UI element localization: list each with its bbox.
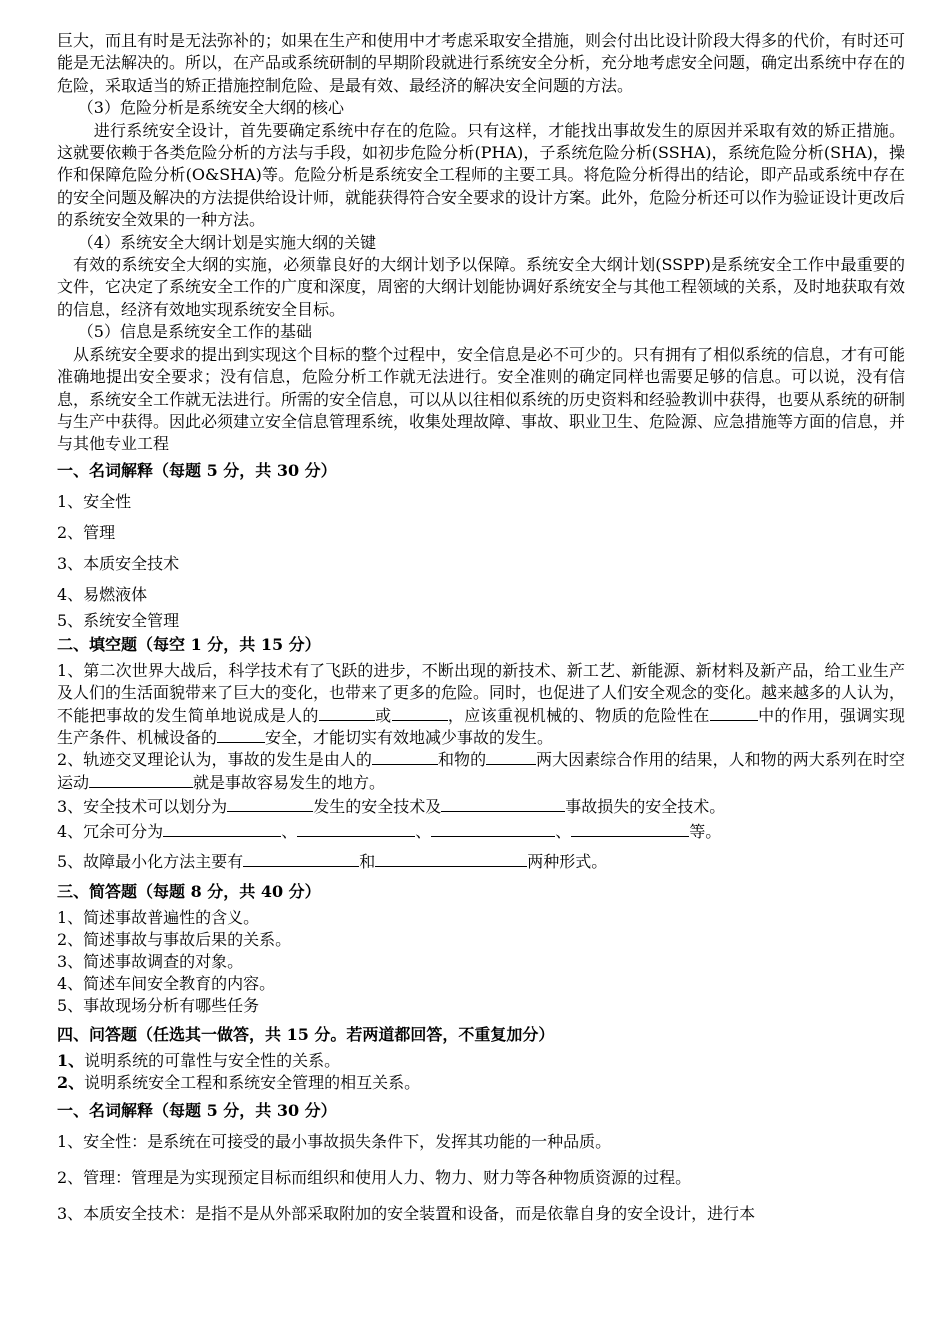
section-4-heading: （4）系统安全大纲计划是实施大纲的关键 bbox=[77, 232, 376, 252]
blank[interactable] bbox=[89, 772, 193, 788]
fill-question-1: 1、第二次世界大战后，科学技术有了飞跃的进步，不断出现的新技术、新工艺、新能源、新材料及新产品，给工业生产及人们的生活面貌带来了巨大的变化，也带来了更多的危险。同时，也促进了人们安全观念的变化。越来越多的人认为，不能把事故的发生简单地说成是人的 或 ，应该重视机械的、物质的危险性在 中的作用，强调实现生产条件、机械设备的 安全，才能切实有效地减少事故的发生。 bbox=[57, 660, 906, 747]
blank[interactable] bbox=[571, 821, 689, 837]
section-5-body: 从系统安全要求的提出到实现这个目标的整个过程中，安全信息是必不可少的。只有拥有了相似系统的信息，才有可能准确地提出安全要求；没有信息，危险分析工作就无法进行。安全准则的确定同样也需要足够的信息。可以说，没有信息，系统安全工作就无法进行。所需的安全信息，可以从以往相似系统的历史资料和经验教训中获得，也要从系统的研制与生产中获得。因此必须建立安全信息管理系统，收集处理故障、事故、职业卫生、危险源、应急措施等方面的信息，并与其他专业工程 bbox=[57, 344, 906, 454]
intro-paragraph: 巨大，而且有时是无法弥补的；如果在生产和使用中才考虑采取安全措施，则会付出比设计阶段大得多的代价，有时还可能是无法解决的。所以，在产品或系统研制的早期阶段就进行系统安全分析，充分地考虑安全问题，确定出系统中存在的危险，采取适当的矫正措施控制危险、是最有效、最经济的解决安全问题的方法。 bbox=[57, 31, 906, 95]
part2-heading: 二、填空题（每空 1 分，共 15 分） bbox=[57, 634, 321, 654]
section-3-body: 进行系统安全设计，首先要确定系统中存在的危险。只有这样，才能找出事故发生的原因并采取有效的矫正措施。这就要依赖于各类危险分析的方法与手段，如初步危险分析(PHA)，子系统危险分析(SSHA)，系统危险分析(SHA)，操作和保障危险分析(O&SHA)等。危险分析是系统安全工程师的主要工具。将危险分析得出的结论，即产品或系统中存在的安全问题及解决的方法提供给设计师，就能获得符合安全要求的设计方案。此外，危险分析还可以作为验证设计更改后的系统安全效果的一种方法。 bbox=[57, 120, 906, 230]
answer-item: 3、本质安全技术：是指不是从外部采取附加的安全装置和设备，而是依靠自身的安全设计，进行本 bbox=[57, 1204, 756, 1224]
blank[interactable] bbox=[372, 749, 438, 765]
blank[interactable] bbox=[217, 727, 265, 743]
part3-item: 2、简述事故与事故后果的关系。 bbox=[57, 930, 292, 950]
part3-item: 4、简述车间安全教育的内容。 bbox=[57, 974, 276, 994]
part1-item: 4、易燃液体 bbox=[57, 584, 148, 604]
blank[interactable] bbox=[319, 705, 375, 721]
blank[interactable] bbox=[392, 705, 448, 721]
part3-item: 1、简述事故普遍性的含义。 bbox=[57, 908, 260, 928]
blank[interactable] bbox=[243, 851, 359, 867]
blank[interactable] bbox=[227, 796, 313, 812]
answer-item: 1、安全性：是系统在可接受的最小事故损失条件下，发挥其功能的一种品质。 bbox=[57, 1132, 612, 1152]
blank[interactable] bbox=[486, 749, 536, 765]
part4-item: 2、说明系统安全工程和系统安全管理的相互关系。 bbox=[57, 1073, 421, 1093]
blank[interactable] bbox=[375, 851, 527, 867]
section-3-heading: （3）危险分析是系统安全大纲的核心 bbox=[77, 98, 344, 118]
answer-item: 2、管理：管理是为实现预定目标而组织和使用人力、物力、财力等各种物质资源的过程。 bbox=[57, 1168, 692, 1188]
fill-question-4: 4、冗余可分为 、 、 、 等。 bbox=[57, 821, 722, 841]
section-4-body: 有效的系统安全大纲的实施，必须靠良好的大纲计划予以保障。系统安全大纲计划(SSPP)是系统安全工作中最重要的文件，它决定了系统安全工作的广度和深度，周密的大纲计划能协调好系统安全与其他工程领域的关系，及时地获取有效的信息，经济有效地实现系统安全目标。 bbox=[57, 255, 906, 319]
fill-question-3: 3、安全技术可以划分为 发生的安全技术及 事故损失的安全技术。 bbox=[57, 797, 726, 817]
answers-heading: 一、名词解释（每题 5 分，共 30 分） bbox=[57, 1101, 337, 1121]
part3-heading: 三、简答题（每题 8 分，共 40 分） bbox=[57, 882, 321, 902]
blank[interactable] bbox=[297, 821, 415, 837]
blank[interactable] bbox=[441, 796, 565, 812]
part3-item: 5、事故现场分析有哪些任务 bbox=[57, 996, 260, 1016]
blank[interactable] bbox=[431, 821, 555, 837]
part1-item: 1、安全性 bbox=[57, 491, 132, 511]
section-5-heading: （5）信息是系统安全工作的基础 bbox=[77, 322, 312, 342]
part1-heading: 一、名词解释（每题 5 分，共 30 分） bbox=[57, 460, 337, 480]
document-page bbox=[57, 30, 905, 1225]
fill-question-5: 5、故障最小化方法主要有 和 两种形式。 bbox=[57, 851, 608, 871]
blank[interactable] bbox=[710, 705, 758, 721]
fill-question-2: 2、轨迹交叉理论认为，事故的发生是由人的 和物的 两大因素综合作用的结果，人和物的两大系列在时空运动 就是事故容易发生的地方。 bbox=[57, 750, 905, 792]
part1-item: 3、本质安全技术 bbox=[57, 553, 180, 573]
part1-item: 2、管理 bbox=[57, 522, 116, 542]
blank[interactable] bbox=[163, 821, 281, 837]
part3-item: 3、简述事故调查的对象。 bbox=[57, 952, 244, 972]
part4-item: 1、说明系统的可靠性与安全性的关系。 bbox=[57, 1051, 341, 1071]
part4-heading: 四、问答题（任选其一做答，共 15 分。若两道都回答，不重复加分） bbox=[57, 1025, 555, 1045]
part1-item: 5、系统安全管理 bbox=[57, 610, 180, 630]
